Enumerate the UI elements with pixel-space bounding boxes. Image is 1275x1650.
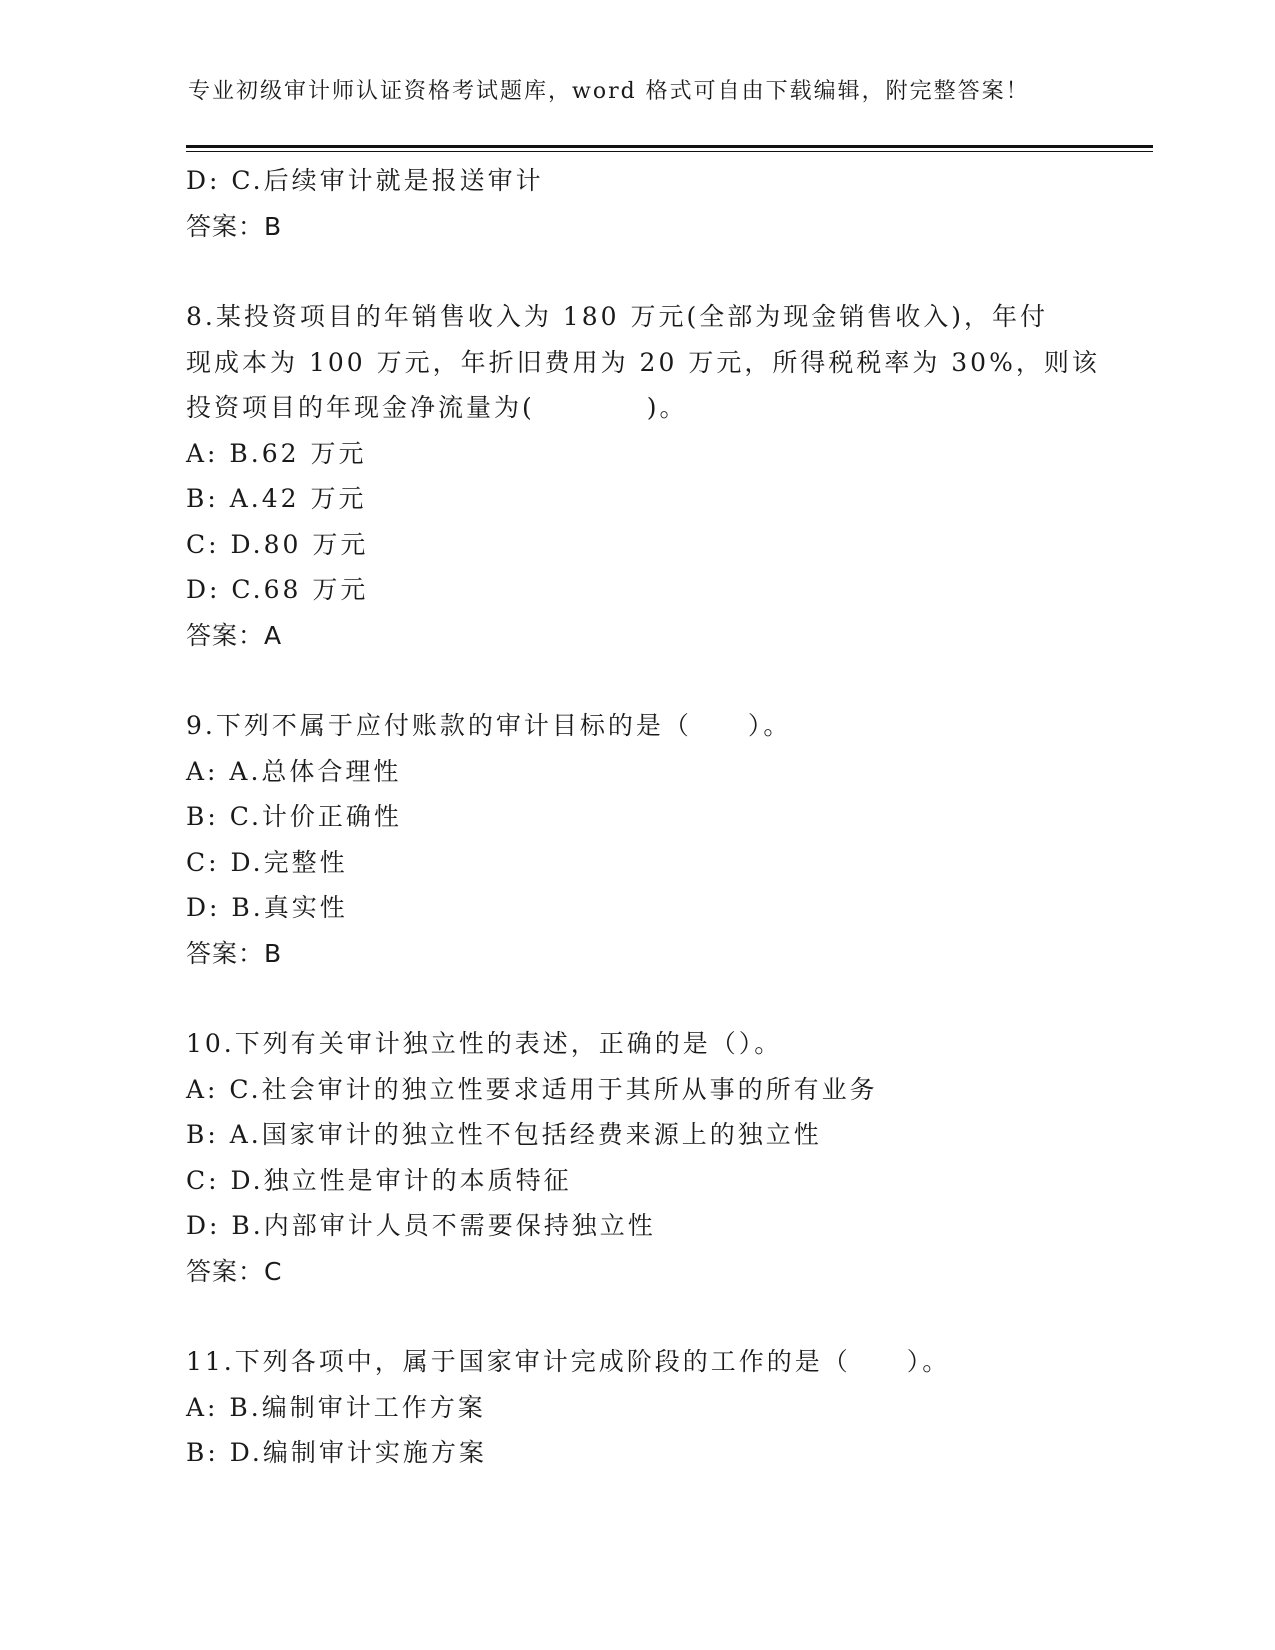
option-c: C: D.完整性 — [186, 847, 348, 877]
question-9 — [186, 703, 1086, 976]
option-a: A: A.总体合理性 — [186, 756, 402, 786]
answer: 答案：C — [186, 1256, 283, 1286]
option-b: B: A.42 万元 — [186, 484, 367, 513]
header-rule-thick — [186, 145, 1153, 148]
option-d: D: C.68 万元 — [186, 575, 369, 604]
option-a: A: B.62 万元 — [186, 438, 367, 468]
question-text: 10.下列有关审计独立性的表述，正确的是（）。 — [186, 1029, 783, 1058]
header-rule-thin — [186, 151, 1153, 152]
answer: 答案：B — [186, 211, 283, 241]
option-d: D: B.真实性 — [186, 893, 348, 922]
option-c: C: D.独立性是审计的本质特征 — [186, 1165, 572, 1195]
answer: 答案：A — [186, 620, 283, 650]
question-10 — [186, 1021, 1086, 1294]
question-8 — [186, 294, 1100, 658]
page-header: 专业初级审计师认证资格考试题库，word 格式可自由下载编辑，附完整答案！ — [188, 79, 1030, 104]
option-b: B: A.国家审计的独立性不包括经费来源上的独立性 — [186, 1120, 822, 1149]
option-a: A: C.社会审计的独立性要求适用于其所从事的所有业务 — [186, 1074, 878, 1104]
question-11 — [186, 1339, 1086, 1476]
question-text: 8.某投资项目的年销售收入为 180 万元(全部为现金销售收入)，年付 — [186, 302, 1048, 331]
option-d: D: B.内部审计人员不需要保持独立性 — [186, 1211, 656, 1240]
question-text: 9.下列不属于应付账款的审计目标的是（ ）。 — [186, 711, 792, 740]
option-c: C: D.80 万元 — [186, 529, 369, 559]
question-text: 现成本为 100 万元，年折旧费用为 20 万元，所得税税率为 30%，则该 — [186, 347, 1100, 377]
option-d: D: C.后续审计就是报送审计 — [186, 166, 544, 195]
question-7-tail — [186, 158, 1086, 249]
option-b: B: C.计价正确性 — [186, 802, 402, 831]
answer: 答案：B — [186, 938, 283, 968]
question-text: 11.下列各项中，属于国家审计完成阶段的工作的是（ ）。 — [186, 1347, 951, 1376]
option-b: B: D.编制审计实施方案 — [186, 1438, 487, 1467]
question-text: 投资项目的年现金净流量为( )。 — [186, 393, 688, 422]
document-body — [186, 158, 1100, 1476]
option-a: A: B.编制审计工作方案 — [186, 1392, 486, 1422]
